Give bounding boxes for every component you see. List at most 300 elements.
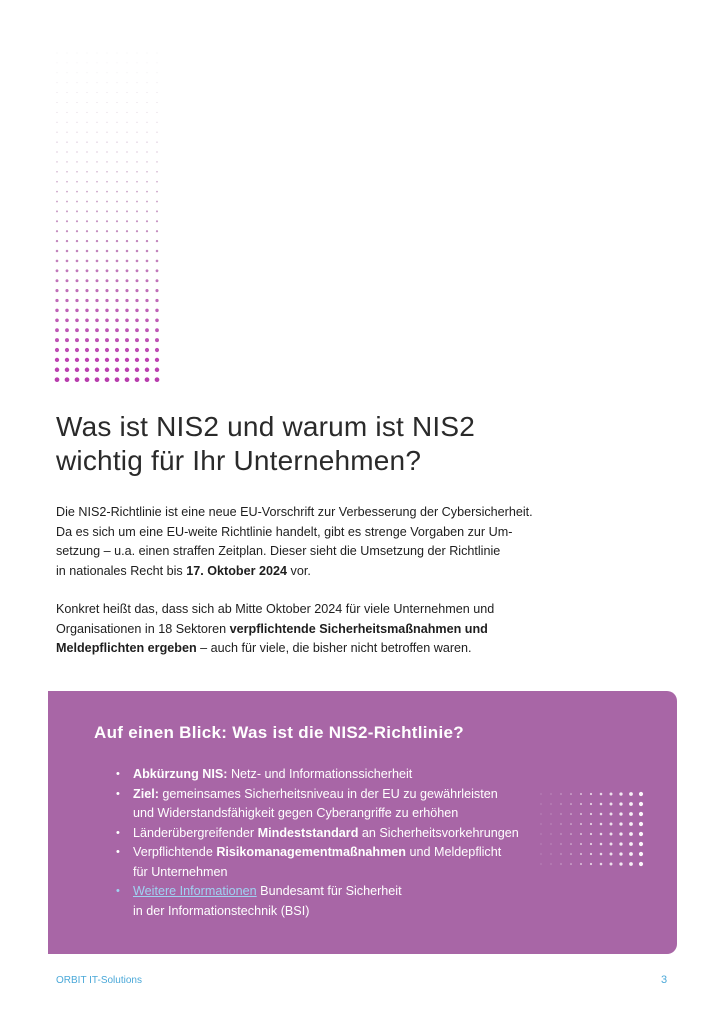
decorative-dot — [125, 368, 130, 373]
decorative-dot — [56, 220, 58, 222]
decorative-dot — [75, 309, 78, 312]
decorative-dot — [65, 338, 69, 342]
decorative-dot — [157, 82, 158, 83]
list-item-text: gemeinsames Sicherheitsniveau in der EU zu gewährleisten — [158, 786, 498, 801]
decorative-dot — [126, 132, 127, 133]
decorative-dot — [146, 201, 148, 203]
decorative-dot — [135, 348, 139, 352]
list-item-line — [133, 882, 519, 902]
list-item-bold: Ziel: — [133, 786, 159, 801]
list-item-bold: Risikomanagementmaßnahmen — [216, 845, 406, 859]
decorative-dot — [56, 279, 59, 282]
decorative-dot — [96, 142, 97, 143]
decorative-dot — [541, 804, 542, 805]
decorative-dot — [116, 122, 117, 123]
intro-line: Die NIS2-Richtlinie ist eine neue EU-Vorschrift zur Verbesserung der Cybersicherheit. — [56, 505, 533, 519]
list-item-text: Bundesamt für Sicherheit — [256, 884, 402, 898]
decorative-dot — [96, 279, 99, 282]
summary-box-title: Auf einen Blick: Was ist die NIS2-Richtlinie? — [94, 723, 464, 742]
decorative-dot — [96, 230, 98, 232]
decorative-dot — [629, 802, 633, 806]
decorative-dot — [580, 843, 582, 845]
decorative-dot — [86, 151, 87, 152]
decorative-dot — [116, 260, 119, 263]
consequence-bold: verpflichtende Sicherheitsmaßnahmen und — [229, 621, 488, 636]
decorative-dot — [95, 319, 99, 323]
decorative-dot — [600, 803, 603, 806]
decorative-dot — [76, 161, 77, 162]
decorative-dot — [66, 201, 68, 203]
decorative-dot — [116, 210, 118, 212]
decorative-dot — [157, 53, 158, 54]
decorative-dot — [156, 240, 158, 242]
decorative-dot — [65, 289, 68, 292]
decorative-dot — [629, 792, 633, 796]
decorative-dot — [136, 201, 138, 203]
decorative-dot — [541, 844, 542, 845]
decorative-dot — [146, 220, 148, 222]
decorative-dot — [147, 112, 148, 113]
decorative-dot — [76, 181, 78, 183]
page-title — [56, 410, 656, 478]
decorative-dot — [550, 823, 551, 824]
decorative-dot — [55, 328, 59, 332]
decorative-dot — [87, 53, 88, 54]
decorative-dot — [86, 191, 88, 193]
decorative-dot — [117, 63, 118, 64]
decorative-dot — [147, 63, 148, 64]
decorative-dot — [57, 72, 58, 73]
decorative-dot — [65, 319, 69, 323]
decorative-dot — [66, 240, 68, 242]
decorative-dot — [145, 309, 148, 312]
decorative-dot — [57, 82, 58, 83]
decorative-dot — [105, 309, 108, 312]
decorative-dot — [56, 161, 57, 162]
decorative-dot — [560, 853, 561, 854]
decorative-dot — [156, 279, 159, 282]
list-item-line — [133, 765, 519, 785]
decorative-dot — [619, 802, 622, 805]
decorative-dot — [106, 122, 107, 123]
decorative-dot — [96, 191, 98, 193]
decorative-dot — [116, 269, 119, 272]
decorative-dot — [619, 842, 622, 845]
decorative-dot — [590, 833, 592, 835]
decorative-dot — [66, 181, 68, 183]
decorative-dot — [600, 813, 603, 816]
decorative-dot — [87, 92, 88, 93]
decorative-dot — [95, 368, 100, 373]
decorative-dot — [107, 102, 108, 103]
decorative-dot — [127, 102, 128, 103]
decorative-dot — [76, 191, 78, 193]
list-item-bold: Abkürzung NIS: — [133, 767, 228, 781]
decorative-dot — [97, 72, 98, 73]
decorative-dot — [146, 210, 148, 212]
decorative-dot — [56, 151, 57, 152]
decorative-dot — [56, 132, 57, 133]
decorative-dot — [106, 210, 108, 212]
decorative-dot — [86, 210, 88, 212]
list-item-text: Netz- und Informationssicherheit — [227, 767, 413, 781]
decorative-dot — [610, 803, 613, 806]
decorative-dot — [57, 63, 58, 64]
decorative-dot — [136, 181, 138, 183]
decorative-dot — [600, 823, 603, 826]
decorative-dot — [106, 181, 108, 183]
decorative-dot — [106, 279, 109, 282]
decorative-dot — [105, 338, 109, 342]
decorative-dot — [137, 72, 138, 73]
decorative-dot — [96, 171, 98, 173]
decorative-dot — [76, 279, 79, 282]
decorative-dot — [629, 832, 633, 836]
decorative-dot — [106, 230, 108, 232]
list-item-risk-management — [116, 843, 519, 882]
decorative-dot — [55, 368, 60, 373]
decorative-dot — [146, 191, 148, 193]
decorative-dot — [156, 142, 157, 143]
decorative-dot — [96, 250, 99, 253]
decorative-dot — [65, 299, 68, 302]
decorative-dot — [639, 792, 643, 796]
decorative-dot — [106, 151, 107, 152]
decorative-dot — [580, 853, 582, 855]
decorative-dot — [136, 269, 139, 272]
decorative-dot — [146, 181, 148, 183]
decorative-dot — [76, 142, 77, 143]
decorative-dot — [86, 240, 88, 242]
decorative-dot — [570, 793, 572, 795]
decorative-dot — [56, 201, 58, 203]
decorative-dot — [126, 142, 127, 143]
decorative-dot — [610, 813, 613, 816]
decorative-dot — [105, 289, 108, 292]
decorative-dot — [77, 72, 78, 73]
decorative-dot — [115, 309, 118, 312]
decorative-dot — [570, 813, 572, 815]
decorative-dot — [106, 250, 109, 253]
decorative-dot — [95, 299, 98, 302]
list-item-line — [133, 843, 519, 863]
decorative-dot — [136, 151, 137, 152]
decorative-dot — [146, 279, 149, 282]
decorative-dot — [77, 63, 78, 64]
decorative-dot — [157, 112, 158, 113]
decorative-dot — [610, 833, 613, 836]
decorative-dot — [115, 338, 119, 342]
decorative-dot — [157, 92, 158, 93]
decorative-dot — [629, 862, 633, 866]
decorative-dot — [86, 250, 89, 253]
decorative-dot — [147, 102, 148, 103]
bullet-icon: • — [116, 768, 120, 780]
decorative-dot — [107, 82, 108, 83]
decorative-dot — [137, 53, 138, 54]
decorative-dot — [66, 269, 69, 272]
decorative-dot — [76, 151, 77, 152]
decorative-dot — [136, 240, 138, 242]
decorative-dot — [95, 309, 98, 312]
decorative-dot — [145, 299, 148, 302]
decorative-dot — [145, 289, 148, 292]
decorative-dot — [105, 358, 109, 362]
decorative-dot — [135, 299, 138, 302]
decorative-dot — [86, 260, 89, 263]
decorative-dot — [125, 377, 130, 382]
decorative-dot — [65, 348, 69, 352]
decorative-dot-pattern-box — [538, 791, 648, 871]
decorative-dot — [146, 269, 149, 272]
decorative-dot — [127, 53, 128, 54]
decorative-dot — [106, 220, 108, 222]
decorative-dot — [145, 368, 150, 373]
decorative-dot — [610, 863, 613, 866]
decorative-dot — [156, 201, 158, 203]
decorative-dot — [135, 358, 139, 362]
decorative-dot — [86, 161, 87, 162]
list-item-line — [133, 824, 519, 844]
decorative-dot — [55, 358, 59, 362]
decorative-dot — [156, 220, 158, 222]
decorative-dot — [629, 822, 633, 826]
decorative-dot — [560, 793, 561, 794]
decorative-dot — [146, 132, 147, 133]
decorative-dot — [96, 151, 97, 152]
decorative-dot — [115, 377, 120, 382]
decorative-dot — [67, 82, 68, 83]
decorative-dot — [65, 328, 69, 332]
decorative-dot — [639, 822, 643, 826]
decorative-dot — [65, 377, 70, 382]
bullet-icon: • — [116, 826, 120, 839]
decorative-dot — [590, 853, 592, 855]
decorative-dot — [147, 82, 148, 83]
decorative-dot — [86, 122, 87, 123]
decorative-dot — [116, 161, 117, 162]
decorative-dot — [145, 328, 149, 332]
decorative-dot — [136, 250, 139, 253]
decorative-dot — [87, 112, 88, 113]
decorative-dot — [639, 802, 643, 806]
decorative-dot — [136, 220, 138, 222]
decorative-dot — [66, 142, 67, 143]
decorative-dot — [550, 803, 551, 804]
page-title-line-2: wichtig für Ihr Unternehmen? — [56, 445, 422, 476]
decorative-dot — [145, 358, 149, 362]
decorative-dot — [66, 161, 67, 162]
decorative-dot — [87, 102, 88, 103]
decorative-dot — [610, 853, 613, 856]
decorative-dot — [66, 151, 67, 152]
decorative-dot — [56, 142, 57, 143]
decorative-dot — [580, 793, 582, 795]
decorative-dot — [116, 220, 118, 222]
decorative-dot — [56, 210, 58, 212]
decorative-dot — [155, 368, 160, 373]
decorative-dot — [85, 328, 89, 332]
decorative-dot — [86, 132, 87, 133]
decorative-dot — [86, 201, 88, 203]
decorative-dot — [600, 863, 603, 866]
decorative-dot — [56, 191, 58, 193]
decorative-dot — [96, 210, 98, 212]
decorative-dot — [126, 181, 128, 183]
decorative-dot — [156, 132, 157, 133]
decorative-dot — [155, 338, 159, 342]
decorative-dot — [560, 843, 561, 844]
decorative-dot — [116, 279, 119, 282]
decorative-dot — [116, 250, 119, 253]
intro-line — [56, 562, 616, 582]
decorative-dot — [146, 151, 147, 152]
decorative-dot — [106, 201, 108, 203]
decorative-dot — [76, 220, 78, 222]
decorative-dot — [115, 299, 118, 302]
decorative-dot — [66, 279, 69, 282]
decorative-dot — [57, 53, 58, 54]
decorative-dot — [135, 377, 140, 382]
decorative-dot — [75, 338, 79, 342]
decorative-dot — [146, 122, 147, 123]
decorative-dot — [155, 348, 159, 352]
page-title-line-1: Was ist NIS2 und warum ist NIS2 — [56, 411, 476, 442]
decorative-dot — [580, 813, 582, 815]
decorative-dot — [86, 181, 88, 183]
decorative-dot — [125, 309, 128, 312]
decorative-dot — [75, 377, 80, 382]
decorative-dot — [106, 240, 108, 242]
decorative-dot — [97, 82, 98, 83]
decorative-dot — [77, 82, 78, 83]
decorative-dot — [156, 191, 158, 193]
bullet-icon: • — [116, 787, 120, 800]
decorative-dot — [125, 338, 129, 342]
decorative-dot — [56, 250, 59, 253]
decorative-dot — [590, 843, 592, 845]
decorative-dot — [126, 250, 129, 253]
decorative-dot — [56, 230, 58, 232]
decorative-dot — [136, 161, 137, 162]
decorative-dot — [146, 240, 148, 242]
intro-line: Da es sich um eine EU-weite Richtlinie handelt, gibt es strenge Vorgaben zur Um- — [56, 524, 513, 539]
decorative-dot — [156, 181, 158, 183]
decorative-dot — [156, 230, 158, 232]
decorative-dot — [135, 368, 140, 373]
decorative-dot — [106, 269, 109, 272]
decorative-dot — [56, 240, 58, 242]
decorative-dot — [75, 299, 78, 302]
footer-page-number: 3 — [661, 974, 668, 986]
decorative-dot — [560, 833, 561, 834]
decorative-dot — [67, 72, 68, 73]
decorative-dot — [136, 230, 138, 232]
decorative-dot — [77, 92, 78, 93]
decorative-dot — [87, 63, 88, 64]
decorative-dot-pattern-top — [54, 50, 164, 386]
decorative-dot — [115, 358, 119, 362]
decorative-dot — [66, 191, 68, 193]
decorative-dot — [95, 328, 99, 332]
decorative-dot — [145, 377, 150, 382]
decorative-dot — [127, 112, 128, 113]
decorative-dot — [116, 171, 118, 173]
decorative-dot — [76, 230, 78, 232]
decorative-dot — [85, 338, 89, 342]
decorative-dot — [127, 72, 128, 73]
decorative-dot — [619, 862, 622, 865]
decorative-dot — [65, 358, 69, 362]
list-item-text: und Meldepflicht — [406, 845, 502, 859]
decorative-dot — [135, 328, 139, 332]
decorative-dot — [600, 793, 603, 796]
decorative-dot — [156, 210, 158, 212]
decorative-dot — [117, 102, 118, 103]
decorative-dot — [639, 852, 643, 856]
decorative-dot — [560, 863, 561, 864]
decorative-dot — [107, 92, 108, 93]
decorative-dot — [107, 72, 108, 73]
consequence-paragraph — [56, 600, 616, 659]
decorative-dot — [639, 812, 643, 816]
decorative-dot — [541, 834, 542, 835]
decorative-dot — [600, 853, 603, 856]
list-item-abbreviation — [116, 765, 519, 785]
decorative-dot — [85, 368, 90, 373]
decorative-dot — [580, 863, 582, 865]
decorative-dot — [639, 842, 643, 846]
decorative-dot — [85, 319, 89, 323]
decorative-dot — [55, 377, 60, 382]
decorative-dot — [85, 377, 90, 382]
decorative-dot — [125, 289, 128, 292]
decorative-dot — [55, 338, 59, 342]
intro-line: setzung – u.a. einen straffen Zeitplan. Dieser sieht die Umsetzung der Richtlinie — [56, 544, 501, 558]
decorative-dot — [610, 793, 613, 796]
decorative-dot — [86, 171, 88, 173]
decorative-dot — [116, 201, 118, 203]
decorative-dot — [96, 269, 99, 272]
decorative-dot — [580, 833, 582, 835]
bullet-icon: • — [116, 885, 120, 897]
decorative-dot — [55, 319, 59, 323]
decorative-dot — [76, 210, 78, 212]
decorative-dot — [105, 299, 108, 302]
decorative-dot — [66, 132, 67, 133]
decorative-dot — [146, 250, 149, 253]
decorative-dot — [97, 53, 98, 54]
decorative-dot — [146, 161, 147, 162]
decorative-dot — [590, 793, 592, 795]
decorative-dot — [639, 862, 643, 866]
decorative-dot — [146, 260, 149, 263]
decorative-dot — [115, 348, 119, 352]
decorative-dot — [87, 82, 88, 83]
decorative-dot — [86, 279, 89, 282]
decorative-dot — [146, 142, 147, 143]
consequence-bold: Meldepflichten ergeben — [56, 641, 197, 655]
decorative-dot — [560, 813, 561, 814]
decorative-dot — [56, 269, 59, 272]
decorative-dot — [619, 822, 622, 825]
decorative-dot — [145, 348, 149, 352]
more-info-link[interactable]: Weitere Informationen — [133, 884, 257, 898]
decorative-dot — [55, 348, 59, 352]
decorative-dot — [136, 279, 139, 282]
decorative-dot — [127, 82, 128, 83]
decorative-dot — [619, 792, 622, 795]
